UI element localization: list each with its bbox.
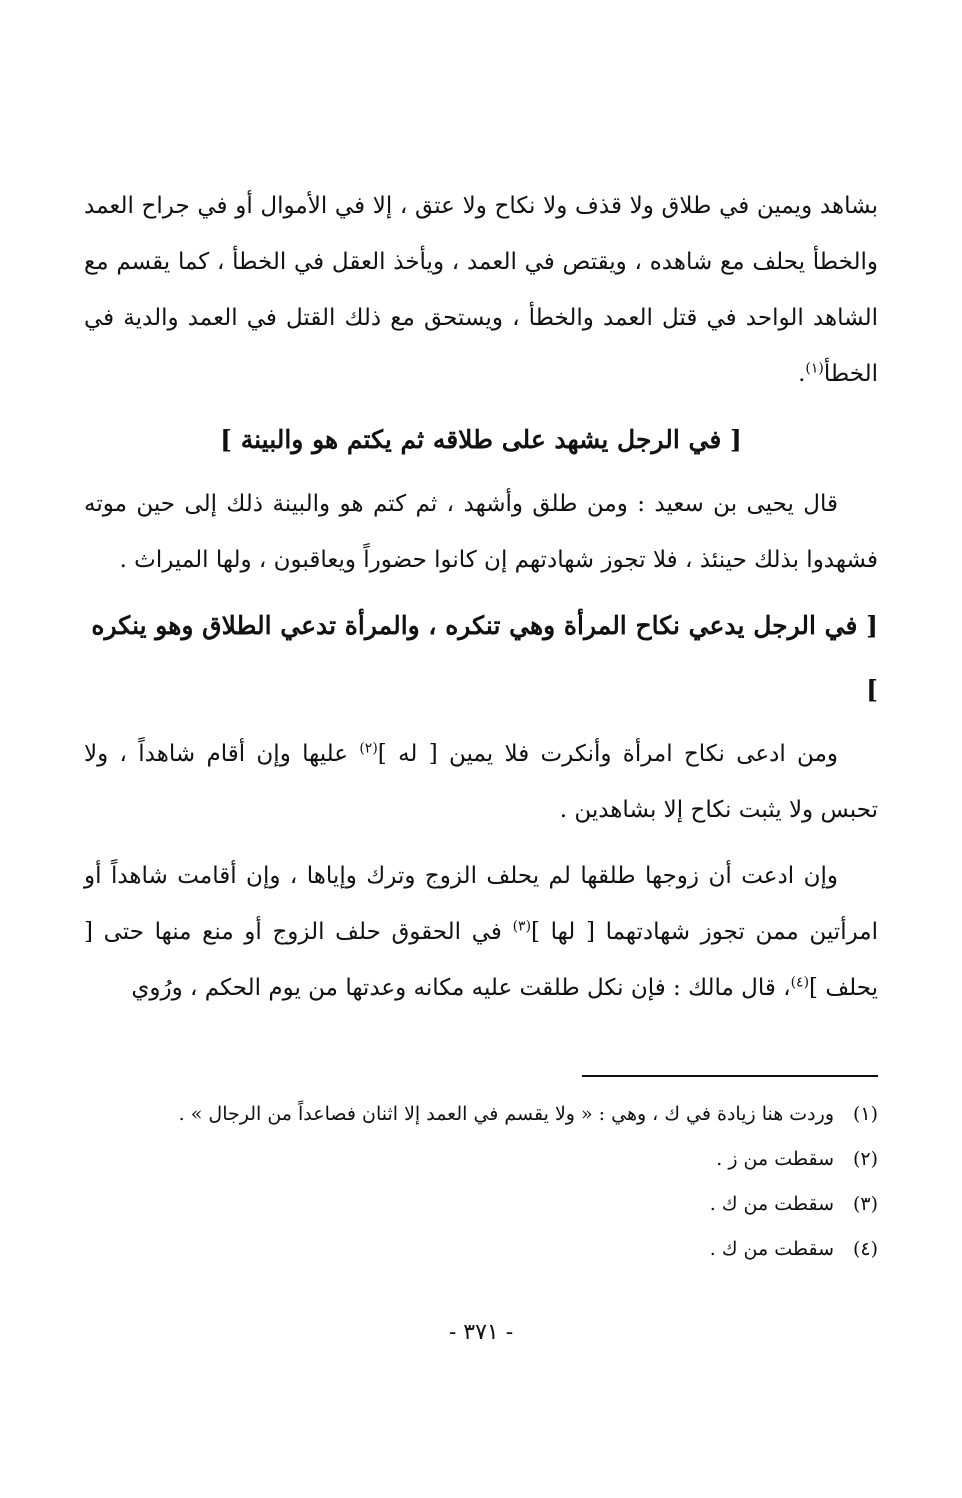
section-heading-2: [ في الرجل يدعي نكاح المرأة وهي تنكره ، والمرأة تدعي الطلاق وهو ينكره ]	[91, 611, 878, 704]
paragraph-3-text-a: ومن ادعى نكاح امرأة وأنكرت فلا يمين [ له ]	[377, 741, 838, 767]
footnote-divider	[582, 1075, 878, 1077]
footnote-1	[84, 1092, 878, 1137]
footnote-ref-3[interactable]: (٣)	[512, 918, 532, 935]
paragraph-1-end: .	[798, 361, 806, 387]
paragraph-4-text-c: ، قال مالك : فإن نكل طلقت عليه مكانه وعدتها من يوم الحكم ، ورُوي	[131, 975, 791, 1001]
footnote-number: (١)	[852, 1103, 878, 1125]
footnote-text: سقطت من ز .	[716, 1148, 834, 1170]
paragraph-3-text-b: عليها وإن أقام شاهداً ، ولا تحبس ولا يثبت نكاح إلا بشاهدين .	[84, 741, 878, 823]
page-body	[84, 178, 878, 1016]
paragraph-4-text-b: في الحقوق حلف الزوج أو منع منها حتى [ يحلف ]	[84, 919, 878, 1001]
footnote-number: (٢)	[852, 1148, 878, 1170]
footnote-text: سقطت من ك .	[709, 1238, 834, 1260]
page-number: - ٣٧١ -	[448, 1320, 514, 1345]
footnote-text: وردت هنا زيادة في ك ، وهي : « ولا يقسم في العمد إلا اثنان فصاعداً من الرجال » .	[178, 1103, 834, 1125]
footnotes	[84, 1092, 878, 1272]
section-heading-1: [ في الرجل يشهد على طلاقه ثم يكتم هو والبينة ]	[220, 425, 742, 454]
paragraph-4	[84, 848, 878, 1016]
paragraph-1-text: بشاهد ويمين في طلاق ولا قذف ولا نكاح ولا عتق ، إلا في الأموال أو في جراح العمد والخطأ يحلف مع شاهده ، ويقتص في العمد ، ويأخذ العقل في الخطأ ، كما يقسم مع الشاهد الواحد في قتل العمد والخطأ ، ويستحق مع ذلك القتل في العمد والدية في الخطأ	[84, 193, 878, 387]
paragraph-1	[84, 178, 878, 402]
footnote-ref-4[interactable]: (٤)	[790, 974, 810, 991]
footnote-number: (٣)	[852, 1193, 878, 1215]
footnote-number: (٤)	[852, 1238, 878, 1260]
footnote-3	[84, 1182, 878, 1227]
paragraph-4-text-a: وإن ادعت أن زوجها طلقها لم يحلف الزوج وترك وإياها ، وإن أقامت شاهداً أو امرأتين ممن تجوز شهادتهما [ لها ]	[84, 863, 878, 945]
paragraph-3	[84, 726, 878, 838]
footnote-ref-2[interactable]: (٢)	[359, 740, 378, 757]
footnote-text: سقطت من ك .	[709, 1193, 834, 1215]
footnote-4	[84, 1227, 878, 1272]
footnote-2	[84, 1137, 878, 1182]
footnote-ref-1[interactable]: (١)	[805, 360, 824, 377]
paragraph-2: قال يحيى بن سعيد : ومن طلق وأشهد ، ثم كتم هو والبينة ذلك إلى حين موته فشهدوا بذلك حينئذ ، فلا تجوز شهادتهم إن كانوا حضوراً ويعاقبون ، ولها الميراث .	[84, 491, 878, 573]
